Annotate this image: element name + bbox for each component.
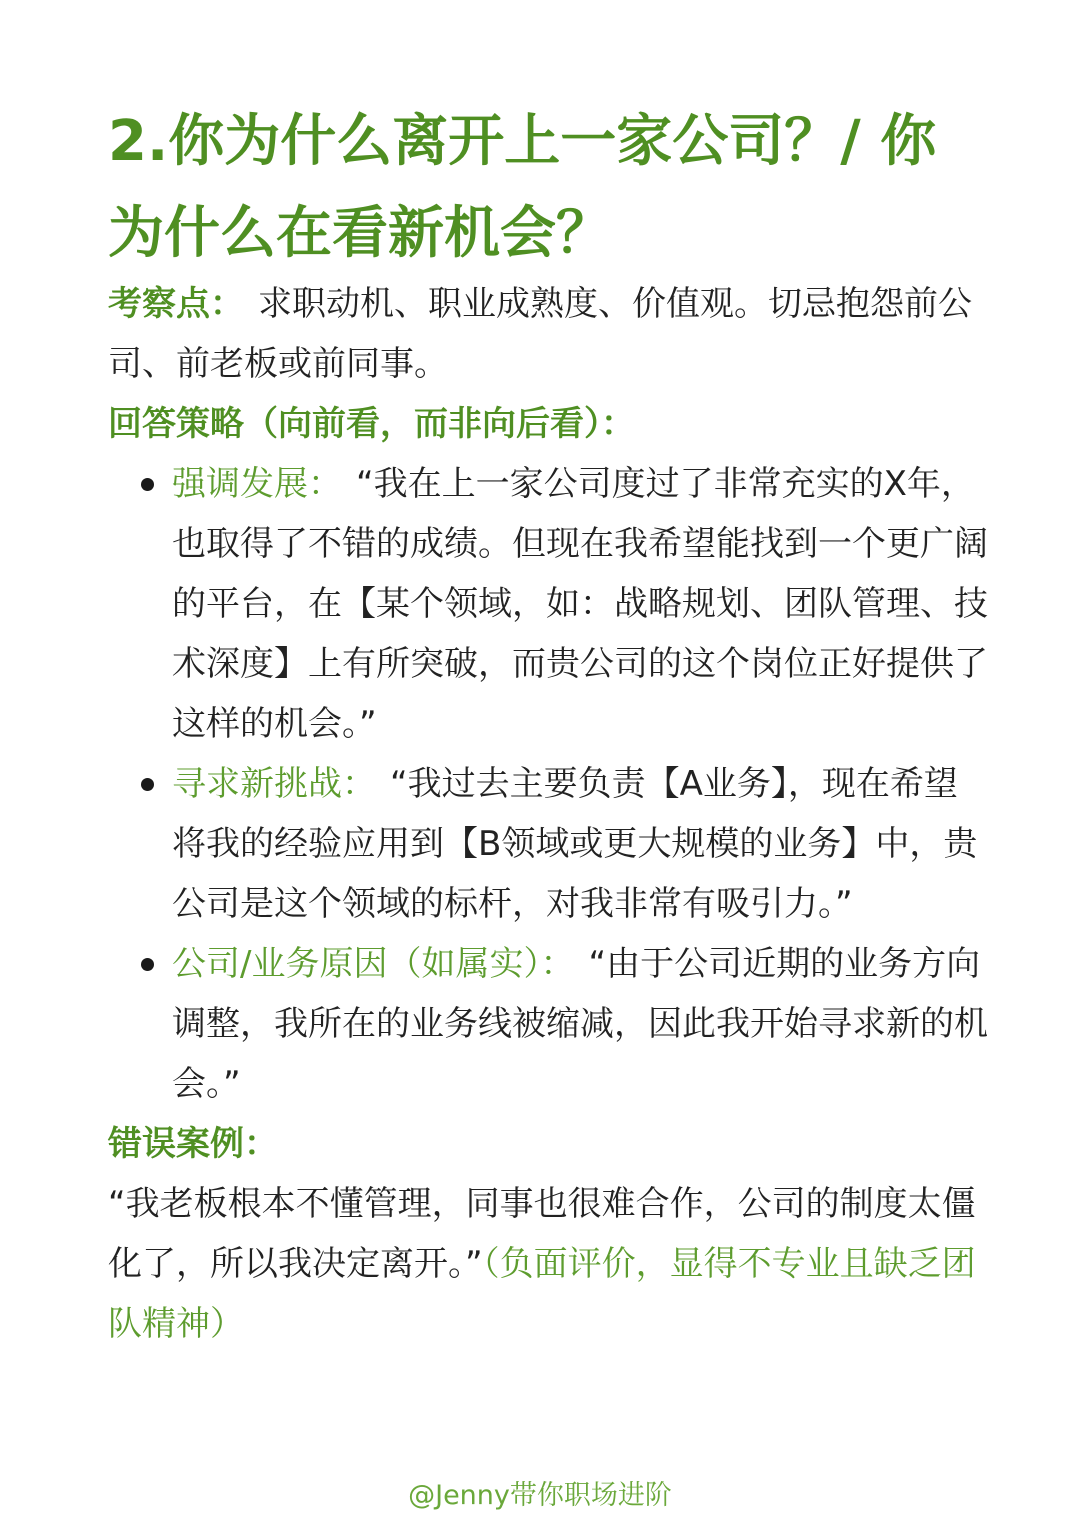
strategy-item-text: “由于公司近期的业务方向调整，我所在的业务线被缩减，因此我开始寻求新的机会。” (172, 944, 988, 1104)
list-item (108, 454, 988, 754)
author-watermark: @Jenny带你职场进阶 (408, 1480, 672, 1511)
mistake-paragraph (108, 1174, 988, 1354)
strategy-item-text: “我过去主要负责【A业务】，现在希望将我的经验应用到【B领域或更大规模的业务】中，贵公司是这个领域的标杆，对我非常有吸引力。” (172, 764, 978, 924)
bullet-dot-icon (141, 778, 154, 791)
bullet-dot-icon (141, 958, 154, 971)
focus-paragraph (108, 274, 988, 394)
mistake-comment: （负面评价，显得不专业且缺乏团队精神） (108, 1244, 976, 1344)
strategy-item-text: “我在上一家公司度过了非常充实的X年，也取得了不错的成绩。但现在我希望能找到一个更广阔的平台，在【某个领域，如：战略规划、团队管理、技术深度】上有所突破，而贵公司的这个岗位正好提供了这样的机会。” (172, 464, 988, 744)
focus-text: 求职动机、职业成熟度、价值观。切忌抱怨前公司、前老板或前同事。 (108, 284, 972, 384)
focus-label: 考察点： (108, 284, 244, 324)
list-item (108, 754, 988, 934)
strategy-item-label: 寻求新挑战： (172, 764, 376, 804)
strategy-item-label: 公司/业务原因（如属实）： (172, 944, 575, 984)
strategy-heading: 回答策略（向前看，而非向后看）： (108, 404, 635, 444)
content (108, 274, 988, 1354)
strategy-list (108, 454, 988, 1114)
bullet-dot-icon (141, 478, 154, 491)
mistake-quote: “我老板根本不懂管理，同事也很难合作，公司的制度太僵化了，所以我决定离开。” (108, 1184, 976, 1284)
list-item (108, 934, 988, 1114)
mistake-heading: 错误案例： (108, 1124, 278, 1164)
page-title: 2.你为什么离开上一家公司？/ 你为什么在看新机会？ (108, 109, 937, 266)
strategy-item-label: 强调发展： (172, 464, 342, 504)
